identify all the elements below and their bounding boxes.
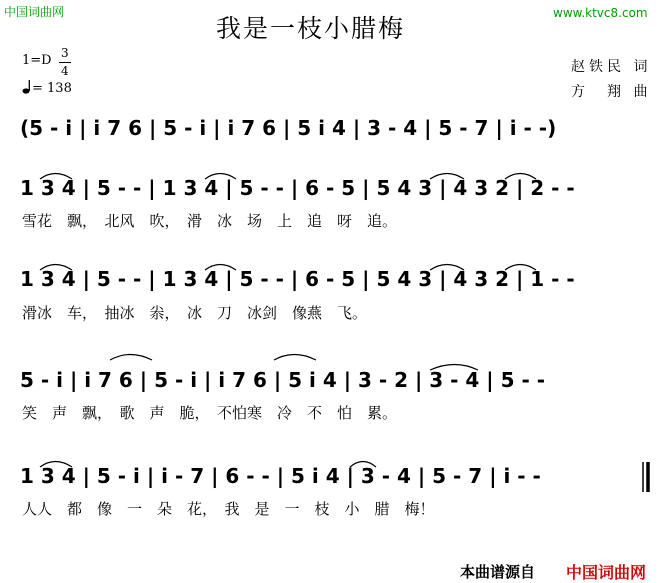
notes-line-3: 1 3 4 | 5 - - | 1 3 4 | 5 - - | 6 - 5 | 5 4 3 | 4 3 2 | 1 - - — [20, 267, 575, 291]
notes-line-1: (5 - i̇ | i̇ 7 6 | 5 - i̇ | i̇ 7 6 | 5 i̇ 4 | 3 - 4 | 5 - 7 | i̇ - -) — [20, 116, 557, 140]
source-brand-link[interactable]: 中国词曲网 — [566, 563, 647, 582]
key-signature: 1=D — [22, 53, 52, 68]
lyrics-line-3: 滑冰 车， 抽冰 尜， 冰 刀 冰剑 像燕 飞。 — [22, 304, 368, 322]
composer-credit: 方 翔 曲 — [571, 84, 652, 100]
site-watermark-right: www.ktvc8.com — [553, 6, 648, 20]
time-signature-top: 3 — [61, 46, 69, 60]
notes-line-5: 1 3 4 | 5 - i̇ | i̇ - 7 | 6 - - | 5 i̇ 4 | 3 - 4 | 5 - 7 | i̇ - - — [20, 464, 541, 488]
lyrics-line-5: 人人 都 像 一 朵 花， 我 是 一 枝 小 腊 梅！ — [22, 500, 435, 518]
tempo-marking: = 138 — [32, 81, 72, 96]
notes-line-4: 5 - i̇ | i̇ 7 6 | 5 - i̇ | i̇ 7 6 | 5 i̇ 4 | 3 - 2 | 3 - 4 | 5 - - — [20, 368, 546, 392]
source-label: 本曲谱源自 — [460, 563, 536, 581]
song-title: 我是一枝小腊梅 — [216, 14, 406, 43]
notes-line-2: 1 3 4 | 5 - - | 1 3 4 | 5 - - | 6 - 5 | 5 4 3 | 4 3 2 | 2 - - — [20, 176, 575, 200]
lyrics-line-4: 笑 声 飘， 歌 声 脆， 不怕寒 冷 不 怕 累。 — [22, 404, 398, 422]
lyricist-credit: 赵铁民 词 — [571, 59, 652, 75]
lyrics-line-2: 雪花 飘， 北风 吹， 滑 冰 场 上 追 呀 追。 — [22, 212, 398, 230]
site-watermark-left: 中国词曲网 — [4, 5, 65, 19]
time-signature-bottom: 4 — [61, 64, 69, 78]
